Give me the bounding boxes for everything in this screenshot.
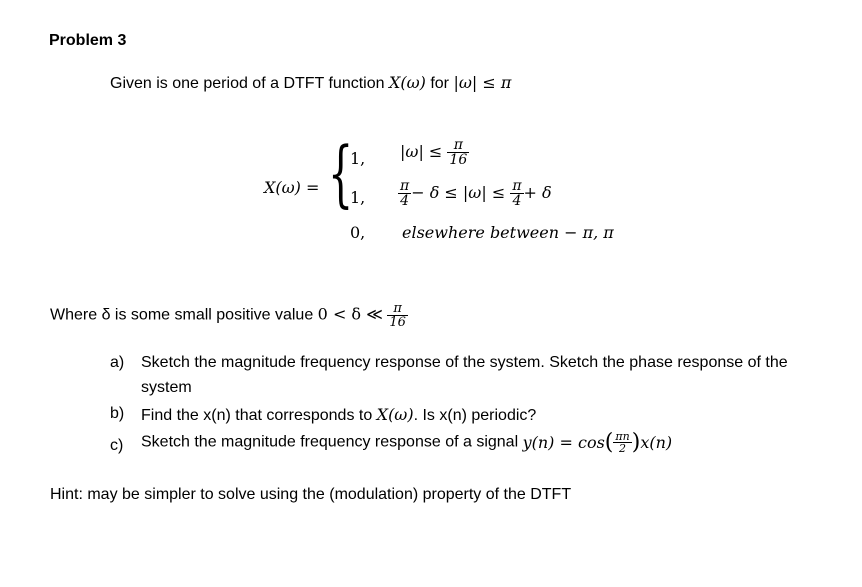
row2-frac1 [398,179,411,208]
row2-frac1-den: 4 [398,193,411,208]
part-b-text-after: . Is x(n) periodic? [413,407,537,424]
part-c-math-rhs: x(n) [640,433,673,452]
row3-value: 0, [350,223,366,242]
part-c-frac-den: 2 [613,442,631,454]
intro-condition: |ω| ≤ π [453,73,512,92]
part-a-label: a) [110,354,125,371]
where-line [50,302,408,329]
part-a-line1: Sketch the magnitude frequency response of the system. Sketch the phase response of the [141,354,788,371]
left-brace: { [328,131,354,215]
part-c-label: c) [110,437,124,454]
intro-line [110,73,511,93]
open-paren-icon: ( [604,430,614,455]
row1-fraction [447,138,469,167]
row2-condition [398,179,552,208]
piecewise-lhs: X(ω) = [264,178,320,197]
part-c-fraction [613,431,631,454]
row2-cond-suffix: + δ [523,183,552,202]
row2-frac2-num: π [512,178,522,194]
intro-text: Given is one period of a DTFT function [110,75,389,92]
part-c-math-lhs: y(n) = cos [522,433,605,452]
part-c-text-before: Sketch the magnitude frequency response of a signal [141,433,523,451]
part-c-frac-num: πn [615,430,630,443]
hint-text: Hint: may be simpler to solve using the (modulation) property of the DTFT [50,486,572,503]
close-paren-icon: ) [631,430,641,455]
row1-value: 1, [350,149,366,168]
where-inequality: 0 < δ ≪ [317,304,383,324]
row2-frac2-den: 4 [510,193,523,208]
where-frac-num: π [393,301,402,316]
row2-frac2 [510,179,523,208]
row1-frac-num: π [453,137,463,153]
where-text: Where δ is some small positive value [50,306,318,324]
part-b-label: b) [110,405,125,422]
row1-condition [400,138,469,167]
intro-function: X(ω) [388,73,426,92]
intro-text-mid: for [425,75,454,92]
row3-condition: elsewhere between − π, π [402,223,614,242]
part-b-text [141,405,536,425]
row2-frac1-num: π [400,178,410,194]
problem-title: Problem 3 [49,32,127,49]
part-a-line2: system [141,379,192,396]
row1-cond-prefix: |ω| ≤ [400,142,443,161]
where-frac-den: 16 [389,315,406,330]
where-fraction [387,302,408,329]
part-b-math: X(ω) [376,405,414,424]
row1-frac-den: 16 [449,152,468,168]
row2-value: 1, [350,188,366,207]
part-c-text [141,430,672,455]
row2-cond-mid: − δ ≤ |ω| ≤ [411,183,506,202]
part-b-text-before: Find the x(n) that corresponds to [141,407,377,424]
